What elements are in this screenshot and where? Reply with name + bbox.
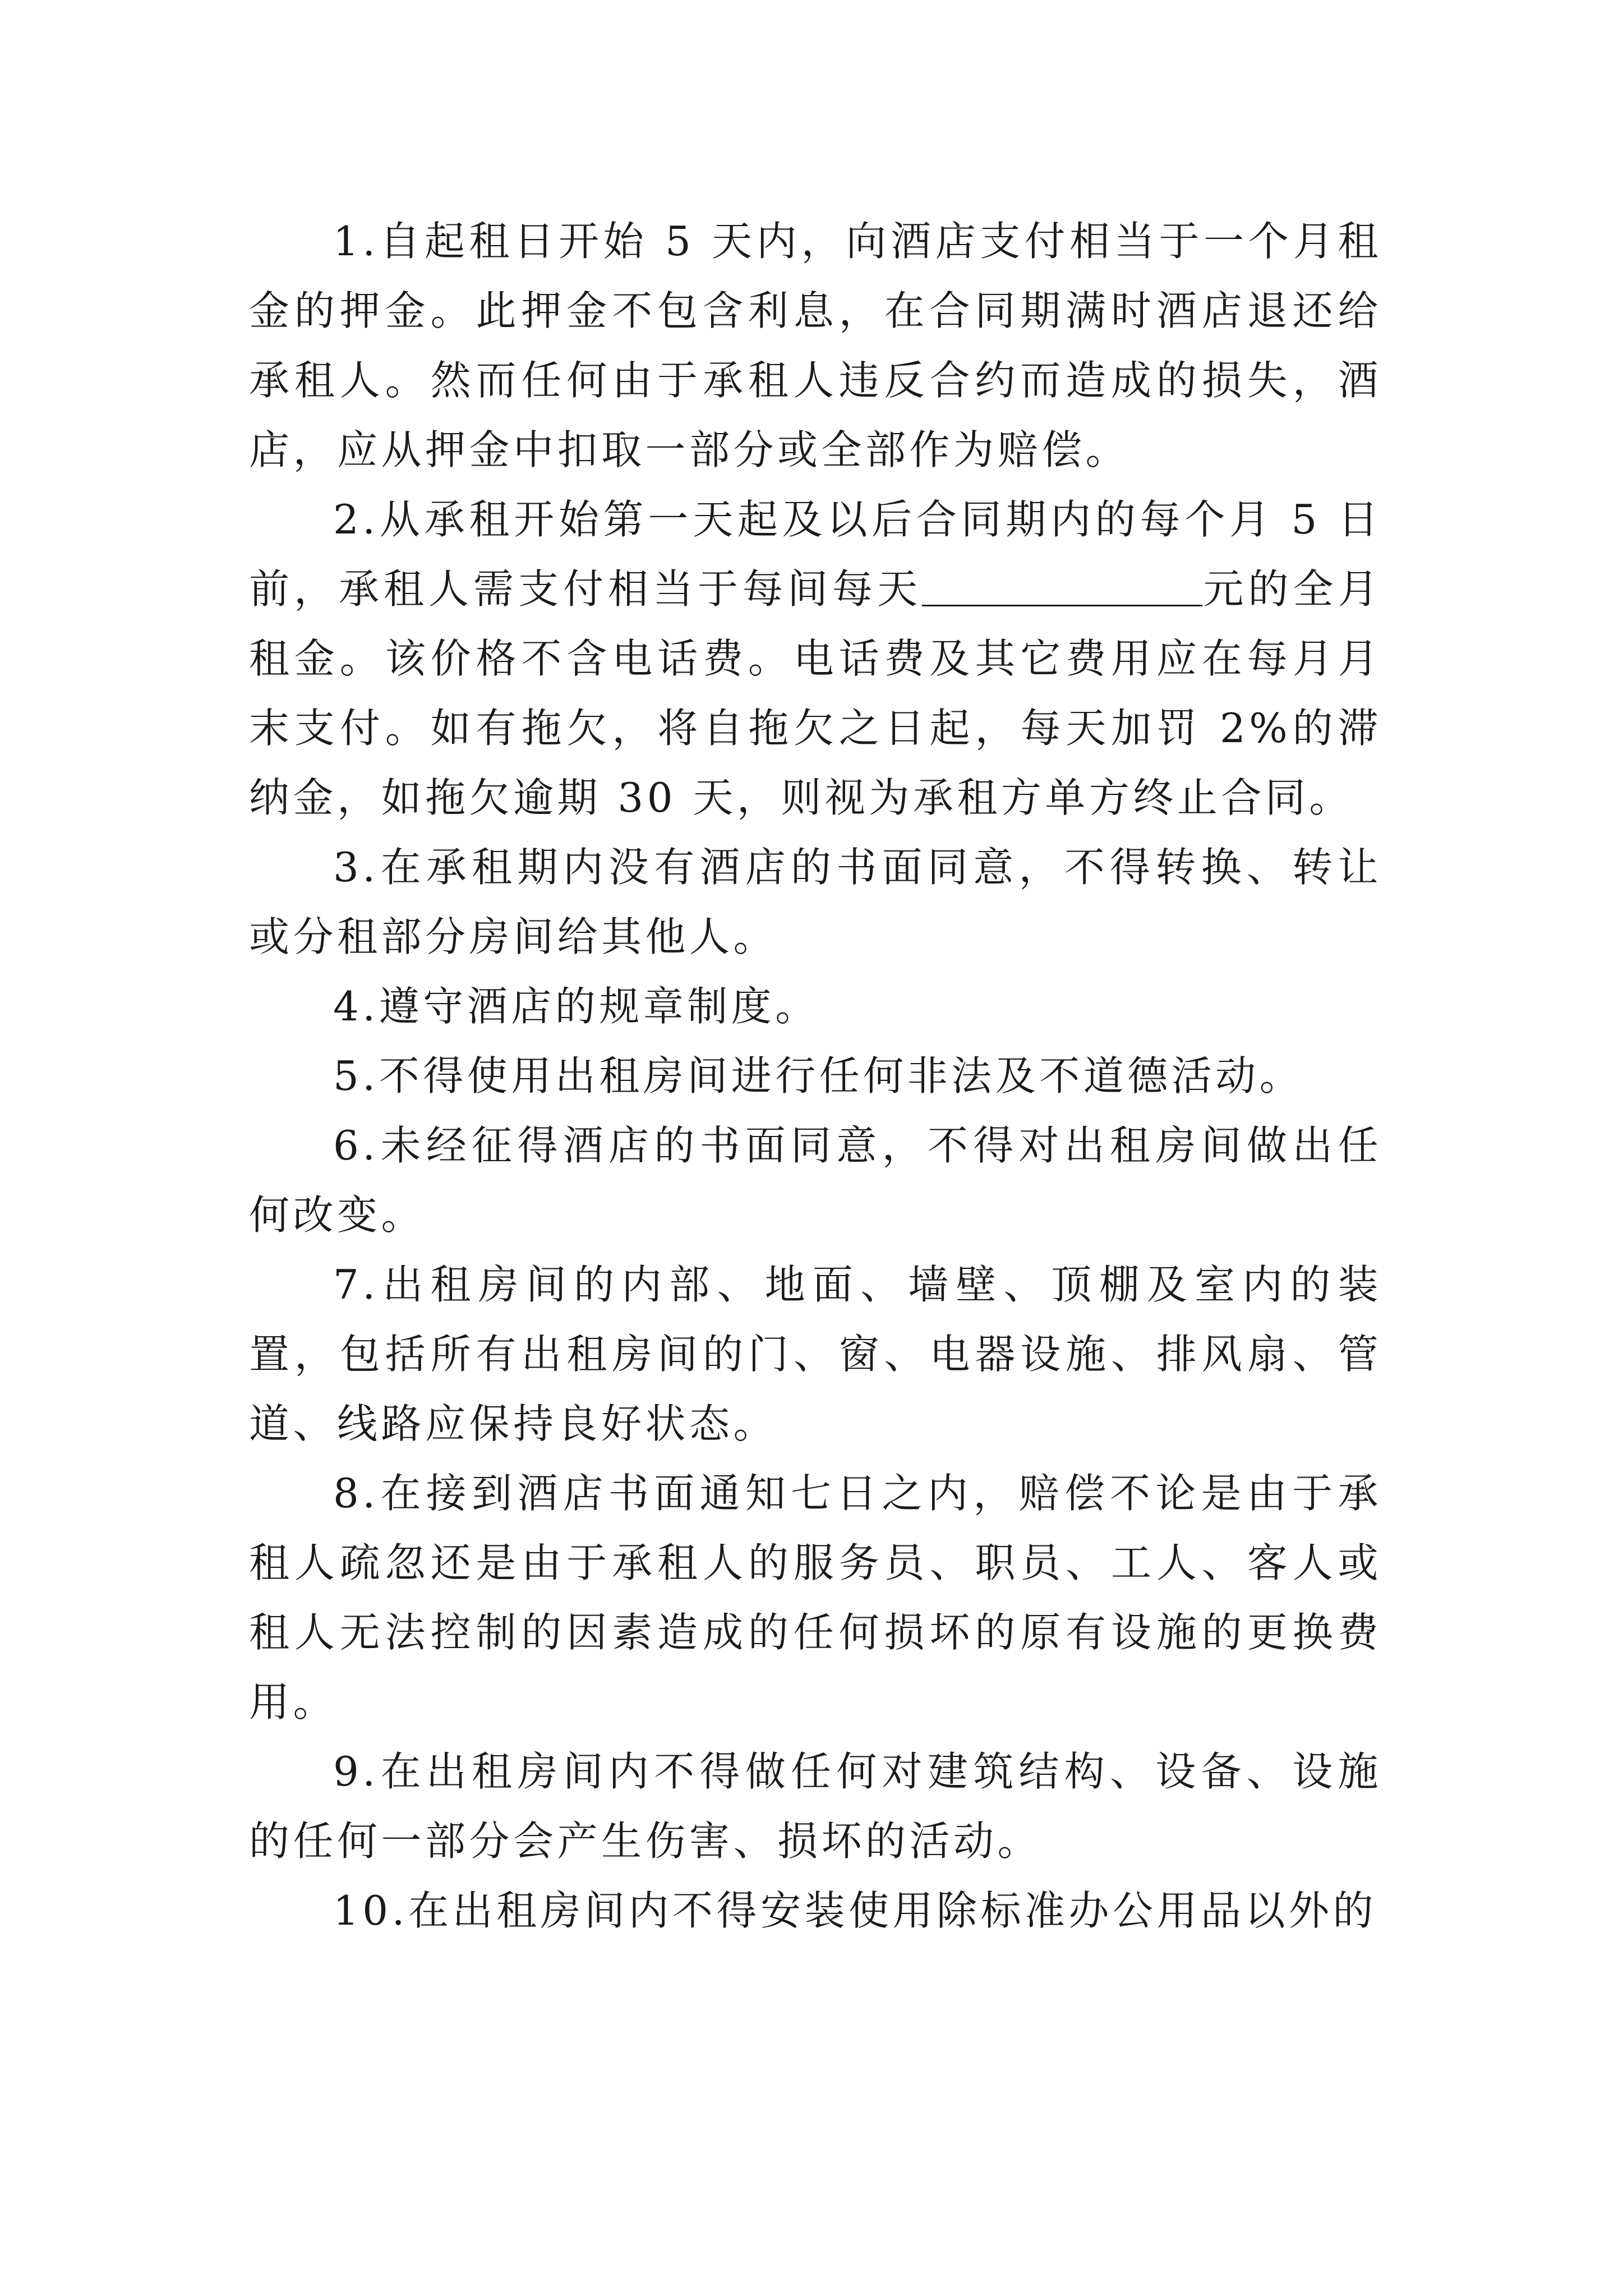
clause-6: 6.未经征得酒店的书面同意，不得对出租房间做出任何改变。 bbox=[249, 1122, 1382, 1239]
clause-1: 1.自起租日开始 5 天内，向酒店支付相当于一个月租金的押金。此押金不包含利息，在合同期满时酒店退还给承租人。然而任何由于承租人违反合约而造成的损失，酒店，应从押金中扣取一部分或全部作为赔偿。 bbox=[249, 218, 1382, 473]
clause-2-text-before-blank: 2.从承租开始第一天起及以后合同期内的每个月 5 日前，承租人需支付相当于每间每天 bbox=[249, 496, 1382, 613]
clause-2-text-after-blank: 元的全月租金。该价格不含电话费。电话费及其它费用应在每月月末支付。如有拖欠，将自拖欠之日起，每天加罚 2%的滞纳金，如拖欠逾期 30 天，则视为承租方单方终止合同。 bbox=[249, 565, 1382, 821]
clause-2 bbox=[249, 485, 1382, 832]
clause-3: 3.在承租期内没有酒店的书面同意，不得转换、转让或分租部分房间给其他人。 bbox=[249, 844, 1382, 960]
clause-7: 7.出租房间的内部、地面、墙壁、顶棚及室内的装置，包括所有出租房间的门、窗、电器设施、排风扇、管道、线路应保持良好状态。 bbox=[249, 1261, 1382, 1447]
clause-4: 4.遵守酒店的规章制度。 bbox=[333, 983, 819, 1030]
rent-amount-blank bbox=[922, 564, 1202, 606]
clause-9: 9.在出租房间内不得做任何对建筑结构、设备、设施的任何一部分会产生伤害、损坏的活动。 bbox=[249, 1748, 1382, 1865]
clause-10: 10.在出租房间内不得安装使用除标准办公用品以外的 bbox=[333, 1887, 1377, 1934]
contract-body bbox=[249, 206, 1382, 1945]
clause-5: 5.不得使用出租房间进行任何非法及不道德活动。 bbox=[333, 1052, 1304, 1099]
clause-8: 8.在接到酒店书面通知七日之内，赔偿不论是由于承租人疏忽还是由于承租人的服务员、职员、工人、客人或租人无法控制的因素造成的任何损坏的原有设施的更换费用。 bbox=[249, 1470, 1382, 1726]
